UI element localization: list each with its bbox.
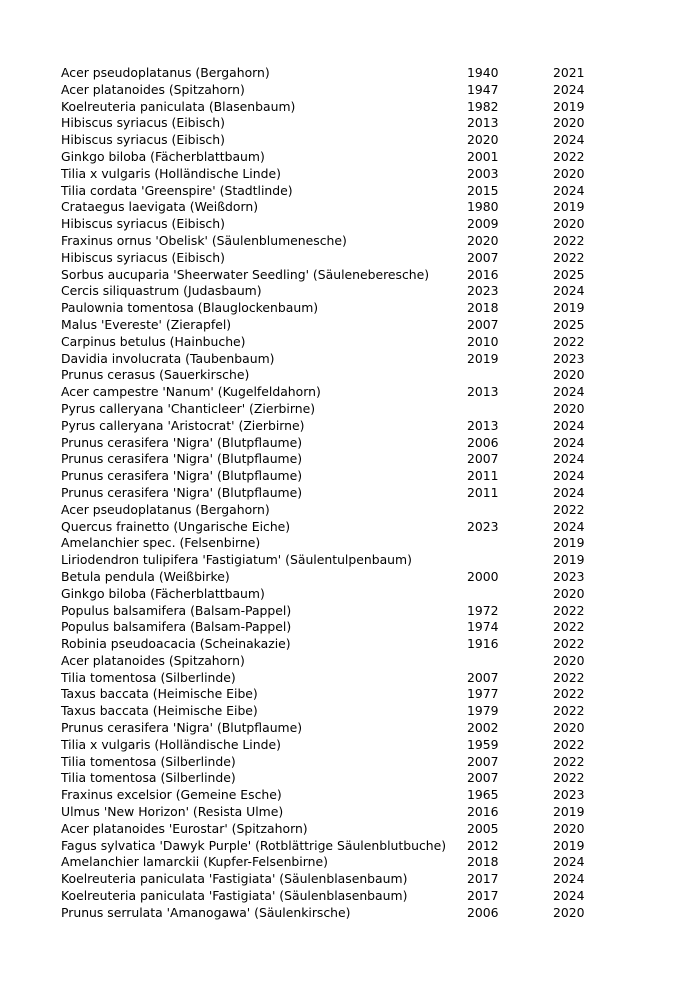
table-row [61, 854, 621, 871]
checked-year-cell: 2022 [553, 753, 585, 769]
tree-name-cell: Betula pendula (Weißbirke) [61, 568, 230, 584]
tree-table [61, 65, 621, 922]
tree-name-cell: Cercis siliquastrum (Judasbaum) [61, 283, 262, 299]
table-row [61, 99, 621, 116]
table-row [61, 367, 621, 384]
planted-year-cell: 2023 [467, 283, 499, 299]
planted-year-cell: 2005 [467, 820, 499, 836]
tree-name-cell: Taxus baccata (Heimische Eibe) [61, 686, 258, 702]
planted-year-cell: 1982 [467, 98, 499, 114]
checked-year-cell: 2024 [553, 182, 585, 198]
checked-year-cell: 2022 [553, 703, 585, 719]
checked-year-cell: 2020 [553, 720, 585, 736]
table-row [61, 535, 621, 552]
tree-name-cell: Prunus cerasifera 'Nigra' (Blutpflaume) [61, 434, 303, 450]
tree-name-cell: Acer pseudoplatanus (Bergahorn) [61, 65, 270, 80]
table-row [61, 199, 621, 216]
checked-year-cell: 2022 [553, 636, 585, 652]
tree-name-cell: Tilia tomentosa (Silberlinde) [61, 669, 236, 685]
tree-name-cell: Davidia involucrata (Taubenbaum) [61, 350, 275, 366]
planted-year-cell: 2013 [467, 115, 499, 131]
checked-year-cell: 2020 [553, 585, 585, 601]
planted-year-cell: 2010 [467, 333, 499, 349]
tree-name-cell: Ginkgo biloba (Fächerblattbaum) [61, 148, 265, 164]
checked-year-cell: 2024 [553, 451, 585, 467]
tree-name-cell: Hibiscus syriacus (Eibisch) [61, 132, 225, 148]
tree-name-cell: Hibiscus syriacus (Eibisch) [61, 115, 225, 131]
tree-name-cell: Fagus sylvatica 'Dawyk Purple' (Rotblättrige Säulenblutbuche) [61, 837, 447, 853]
table-row [61, 603, 621, 620]
tree-name-cell: Sorbus aucuparia 'Sheerwater Seedling' (Säuleneberesche) [61, 266, 430, 282]
tree-name-cell: Koelreuteria paniculata 'Fastigiata' (Säulenblasenbaum) [61, 888, 408, 904]
table-row [61, 519, 621, 536]
planted-year-cell: 2017 [467, 888, 499, 904]
checked-year-cell: 2019 [553, 535, 585, 551]
checked-year-cell: 2022 [553, 148, 585, 164]
checked-year-cell: 2021 [553, 65, 585, 80]
tree-name-cell: Populus balsamifera (Balsam-Pappel) [61, 619, 292, 635]
planted-year-cell: 2012 [467, 837, 499, 853]
tree-name-cell: Malus 'Evereste' (Zierapfel) [61, 316, 232, 332]
tree-name-cell: Prunus cerasifera 'Nigra' (Blutpflaume) [61, 484, 303, 500]
checked-year-cell: 2025 [553, 316, 585, 332]
planted-year-cell: 2016 [467, 266, 499, 282]
tree-name-cell: Amelanchier lamarckii (Kupfer-Felsenbirne) [61, 854, 328, 870]
table-row [61, 569, 621, 586]
planted-year-cell: 1974 [467, 619, 499, 635]
table-row [61, 65, 621, 82]
checked-year-cell: 2022 [553, 249, 585, 265]
table-row [61, 435, 621, 452]
table-row [61, 468, 621, 485]
planted-year-cell: 2013 [467, 417, 499, 433]
table-row [61, 686, 621, 703]
planted-year-cell: 2007 [467, 669, 499, 685]
tree-name-cell: Prunus cerasifera 'Nigra' (Blutpflaume) [61, 468, 303, 484]
table-row [61, 283, 621, 300]
checked-year-cell: 2024 [553, 871, 585, 887]
planted-year-cell: 2009 [467, 216, 499, 232]
planted-year-cell: 1947 [467, 81, 499, 97]
checked-year-cell: 2019 [553, 804, 585, 820]
planted-year-cell: 2018 [467, 854, 499, 870]
tree-name-cell: Prunus cerasifera 'Nigra' (Blutpflaume) [61, 451, 303, 467]
planted-year-cell: 2006 [467, 904, 499, 920]
table-row [61, 821, 621, 838]
tree-name-cell: Acer platanoides (Spitzahorn) [61, 81, 245, 97]
tree-name-cell: Tilia cordata 'Greenspire' (Stadtlinde) [61, 182, 293, 198]
tree-name-cell: Tilia tomentosa (Silberlinde) [61, 753, 236, 769]
table-row [61, 300, 621, 317]
table-row [61, 670, 621, 687]
planted-year-cell: 1977 [467, 686, 499, 702]
checked-year-cell: 2020 [553, 820, 585, 836]
table-row [61, 586, 621, 603]
checked-year-cell: 2022 [553, 602, 585, 618]
checked-year-cell: 2024 [553, 384, 585, 400]
table-row [61, 334, 621, 351]
tree-name-cell: Robinia pseudoacacia (Scheinakazie) [61, 636, 291, 652]
table-row [61, 871, 621, 888]
planted-year-cell: 2007 [467, 753, 499, 769]
planted-year-cell: 2018 [467, 300, 499, 316]
table-row [61, 183, 621, 200]
table-row [61, 619, 621, 636]
tree-name-cell: Paulownia tomentosa (Blauglockenbaum) [61, 300, 319, 316]
tree-name-cell: Fraxinus excelsior (Gemeine Esche) [61, 787, 282, 803]
table-row [61, 838, 621, 855]
checked-year-cell: 2022 [553, 333, 585, 349]
tree-name-cell: Acer platanoides (Spitzahorn) [61, 652, 245, 668]
checked-year-cell: 2020 [553, 904, 585, 920]
checked-year-cell: 2022 [553, 736, 585, 752]
planted-year-cell: 2001 [467, 148, 499, 164]
tree-name-cell: Ginkgo biloba (Fächerblattbaum) [61, 585, 265, 601]
table-row [61, 720, 621, 737]
planted-year-cell: 1980 [467, 199, 499, 215]
tree-name-cell: Acer pseudoplatanus (Bergahorn) [61, 501, 270, 517]
tree-name-cell: Carpinus betulus (Hainbuche) [61, 333, 246, 349]
tree-name-cell: Tilia tomentosa (Silberlinde) [61, 770, 236, 786]
checked-year-cell: 2024 [553, 417, 585, 433]
table-row [61, 552, 621, 569]
table-row [61, 905, 621, 922]
planted-year-cell: 2007 [467, 451, 499, 467]
planted-year-cell: 1979 [467, 703, 499, 719]
planted-year-cell: 2020 [467, 132, 499, 148]
table-row [61, 149, 621, 166]
planted-year-cell: 2000 [467, 568, 499, 584]
table-row [61, 115, 621, 132]
table-row [61, 401, 621, 418]
planted-year-cell: 2017 [467, 871, 499, 887]
table-row [61, 132, 621, 149]
checked-year-cell: 2022 [553, 770, 585, 786]
planted-year-cell: 1972 [467, 602, 499, 618]
table-row [61, 317, 621, 334]
planted-year-cell: 1959 [467, 736, 499, 752]
table-row [61, 636, 621, 653]
table-row [61, 653, 621, 670]
tree-name-cell: Koelreuteria paniculata 'Fastigiata' (Säulenblasenbaum) [61, 871, 408, 887]
table-row [61, 166, 621, 183]
checked-year-cell: 2020 [553, 400, 585, 416]
tree-name-cell: Pyrus calleryana 'Chanticleer' (Zierbirne) [61, 400, 316, 416]
table-row [61, 250, 621, 267]
table-row [61, 888, 621, 905]
checked-year-cell: 2020 [553, 216, 585, 232]
checked-year-cell: 2022 [553, 501, 585, 517]
table-row [61, 418, 621, 435]
table-row [61, 502, 621, 519]
planted-year-cell: 2019 [467, 350, 499, 366]
tree-name-cell: Fraxinus ornus 'Obelisk' (Säulenblumenesche) [61, 232, 347, 248]
table-row [61, 384, 621, 401]
tree-name-cell: Crataegus laevigata (Weißdorn) [61, 199, 259, 215]
checked-year-cell: 2024 [553, 434, 585, 450]
checked-year-cell: 2019 [553, 552, 585, 568]
table-row [61, 737, 621, 754]
tree-name-cell: Hibiscus syriacus (Eibisch) [61, 249, 225, 265]
tree-name-cell: Liriodendron tulipifera 'Fastigiatum' (Säulentulpenbaum) [61, 552, 412, 568]
planted-year-cell: 2016 [467, 804, 499, 820]
tree-name-cell: Ulmus 'New Horizon' (Resista Ulme) [61, 804, 284, 820]
table-row [61, 216, 621, 233]
tree-name-cell: Quercus frainetto (Ungarische Eiche) [61, 518, 291, 534]
table-row [61, 451, 621, 468]
tree-name-cell: Tilia x vulgaris (Holländische Linde) [61, 736, 281, 752]
planted-year-cell: 2002 [467, 720, 499, 736]
checked-year-cell: 2024 [553, 854, 585, 870]
checked-year-cell: 2023 [553, 787, 585, 803]
planted-year-cell: 2015 [467, 182, 499, 198]
checked-year-cell: 2022 [553, 232, 585, 248]
table-row [61, 804, 621, 821]
table-row [61, 703, 621, 720]
tree-name-cell: Prunus cerasus (Sauerkirsche) [61, 367, 250, 383]
tree-name-cell: Acer platanoides 'Eurostar' (Spitzahorn) [61, 820, 308, 836]
table-row [61, 787, 621, 804]
planted-year-cell: 2006 [467, 434, 499, 450]
tree-name-cell: Tilia x vulgaris (Holländische Linde) [61, 165, 281, 181]
checked-year-cell: 2023 [553, 568, 585, 584]
tree-name-cell: Prunus cerasifera 'Nigra' (Blutpflaume) [61, 720, 303, 736]
checked-year-cell: 2024 [553, 484, 585, 500]
table-row [61, 82, 621, 99]
table-row [61, 233, 621, 250]
tree-name-cell: Populus balsamifera (Balsam-Pappel) [61, 602, 292, 618]
tree-name-cell: Koelreuteria paniculata (Blasenbaum) [61, 98, 296, 114]
planted-year-cell: 1916 [467, 636, 499, 652]
tree-name-cell: Taxus baccata (Heimische Eibe) [61, 703, 258, 719]
tree-name-cell: Acer campestre 'Nanum' (Kugelfeldahorn) [61, 384, 321, 400]
planted-year-cell: 2007 [467, 316, 499, 332]
checked-year-cell: 2024 [553, 888, 585, 904]
planted-year-cell: 2003 [467, 165, 499, 181]
checked-year-cell: 2022 [553, 619, 585, 635]
planted-year-cell: 2007 [467, 249, 499, 265]
checked-year-cell: 2019 [553, 837, 585, 853]
table-row [61, 351, 621, 368]
tree-name-cell: Prunus serrulata 'Amanogawa' (Säulenkirsche) [61, 904, 351, 920]
tree-name-cell: Pyrus calleryana 'Aristocrat' (Zierbirne) [61, 417, 305, 433]
checked-year-cell: 2022 [553, 669, 585, 685]
checked-year-cell: 2023 [553, 350, 585, 366]
planted-year-cell: 2020 [467, 232, 499, 248]
table-row [61, 754, 621, 771]
table-row [61, 485, 621, 502]
checked-year-cell: 2020 [553, 165, 585, 181]
checked-year-cell: 2022 [553, 686, 585, 702]
checked-year-cell: 2020 [553, 652, 585, 668]
checked-year-cell: 2025 [553, 266, 585, 282]
checked-year-cell: 2019 [553, 199, 585, 215]
planted-year-cell: 2013 [467, 384, 499, 400]
checked-year-cell: 2024 [553, 81, 585, 97]
planted-year-cell: 2011 [467, 468, 499, 484]
tree-name-cell: Amelanchier spec. (Felsenbirne) [61, 535, 261, 551]
checked-year-cell: 2024 [553, 132, 585, 148]
planted-year-cell: 1965 [467, 787, 499, 803]
planted-year-cell: 2011 [467, 484, 499, 500]
checked-year-cell: 2024 [553, 283, 585, 299]
checked-year-cell: 2019 [553, 98, 585, 114]
checked-year-cell: 2020 [553, 367, 585, 383]
checked-year-cell: 2024 [553, 518, 585, 534]
checked-year-cell: 2019 [553, 300, 585, 316]
planted-year-cell: 2023 [467, 518, 499, 534]
planted-year-cell: 1940 [467, 65, 499, 80]
table-row [61, 267, 621, 284]
planted-year-cell: 2007 [467, 770, 499, 786]
checked-year-cell: 2020 [553, 115, 585, 131]
tree-name-cell: Hibiscus syriacus (Eibisch) [61, 216, 225, 232]
table-row [61, 770, 621, 787]
checked-year-cell: 2024 [553, 468, 585, 484]
